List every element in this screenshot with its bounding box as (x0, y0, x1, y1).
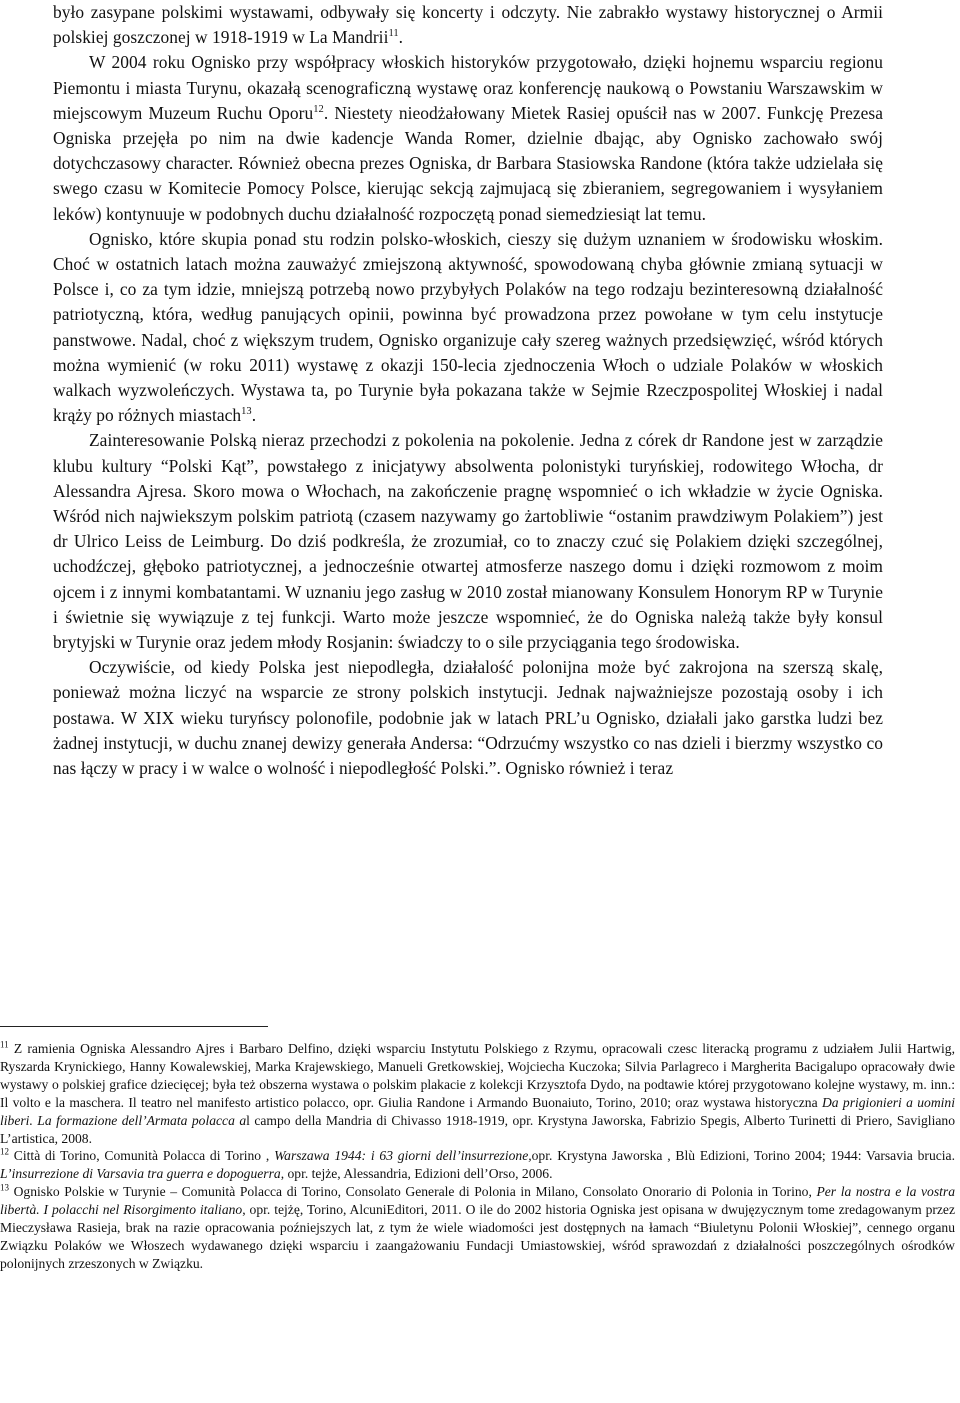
text-run: Z ramienia Ogniska Alessandro Ajres i Barbaro Delfino, dzięki wsparciu Instytutu Polskiego z Rzymu, opracowali czesc literacką programu z udziałem Julii Hartwig, Ryszarda Krynickiego, Hanny Kowalewskiej, Marka Krajewskiego, Manueli Gretkowskiej, Wojciecha Kuczoka; Silvia Parlagreco i Margherita Bacigalupo opracowały dwie wystawy o polskiej grafice dziecięcej; była też obszerna wystawa o polskim plakacie z kolekcji Krzysztofa Dydo, na podtawie której przygotowano kolejne wystawy, m. inn.: Il volto e la maschera. Il teatro nel manifesto artistico polacco, opr. Giulia Randone i Armando Buonaiuto, Torino, 2010; oraz wystawa historyczna (0, 1041, 955, 1110)
footnote-ref: 13 (241, 406, 252, 418)
text-run: opr. Krystyna Jaworska , Blù Edizioni, Torino 2004; 1944: Varsavia brucia. (531, 1148, 955, 1164)
text-run: . (251, 405, 257, 426)
text-run: Città di Torino, Comunità Polacca di Torino , (9, 1148, 275, 1164)
footnote-11 (0, 1040, 955, 1147)
text-run: było zasypane polskimi wystawami, odbywały się koncerty i odczyty. Nie zabrakło wystawy historycznej o Armii polskiej goszczonej w 1918-1919 w La Mandrii (53, 2, 883, 48)
footnote-ref: 12 (313, 104, 324, 116)
italic-text: Da prigionieri a uomini liberi. La formazione dell’Armata polacca a (0, 1094, 956, 1128)
italic-text: Per la nostra e la vostra libertà. I polacchi nel Risorgimento italiano (0, 1184, 955, 1218)
footnote-ref: 11 (388, 28, 399, 40)
footnote-12 (0, 1147, 955, 1183)
footnote-ref: 13 (0, 1182, 9, 1193)
footnote-ref: 11 (0, 1039, 9, 1050)
footnote-13 (0, 1183, 955, 1273)
footnote-ref: 12 (0, 1146, 9, 1157)
italic-text: Warszawa 1944: i 63 giorni dell’insurrezione, (274, 1148, 532, 1164)
text-run: . (398, 27, 404, 48)
text-run: Ognisko Polskie w Turynie – Comunità Polacca di Torino, Consolato Generale di Polonia in Milano, Consolato Onorario di Polonia in Torino, (9, 1184, 817, 1200)
text-run: Zainteresowanie Polską nieraz przechodzi z pokolenia na pokolenie. Jedna z córek dr Randone jest w zarządzie klubu kultury “Polski Kąt”, powstałego z inicjatywy absolwenta polonistyki turyńskiej, rodowitego Włocha, dr Alessandra Ajresa. Skoro mowa o Włochach, na zakończenie pragnę wspomnieć o ich wkładzie w życie Ogniska. Wśród nich najwiekszym polskim patriotą (czasem nazywamy go żartobliwie “ostanim prawdziwym Polakiem”) jest dr Ulrico Leiss de Leimburg. Do dziś podkreśla, że zrozumiał, co to znaczy czuć się Polakiem dzięki szczególnej, uchodźczej, głęboko patriotycznej, a jednocześnie otwartej atmosferze naszego domu i dzięki rozmowom z moim ojcem i z innymi kombatantami. W uznaniu jego zasług w 2010 został mianowany Konsulem Honorym RP w Turynie i świetnie się wywiązuje z tej funkcji. Warto może jeszcze wspomnieć, że do Ogniska należą także były konsul brytyjski w Turynie oraz jedem młody Rosjanin: świadczy to o sile przyciągania tego środowiska. (53, 430, 883, 653)
text-run: Oczywiście, od kiedy Polska jest niepodległa, działalość polonijna może być zakrojona na szerszą skalę, ponieważ można liczyć na wsparcie ze strony polskich instytucji. Jednak najważniejsze pozostają osoby i ich postawa. W XIX wieku turyńscy polonofile, podobnie jak w latach PRL’u Ognisko, działali jako garstka ludzi bez żadnej instytucji, w duchu znanej dewizy generała Andersa: “Odrzućmy wszystko co nas dzieli i bierzmy wszystko co nas łączy w pracy i w walce o wolność i niepodległość Polski.”. Ognisko również i teraz (53, 657, 883, 779)
footnotes (0, 1040, 955, 1273)
text-run: . Niestety nieodżałowany Mietek Rasiej opuścił nas w 2007. Funkcję Prezesa Ogniska przejęła po nim na dwie kadencje Wanda Romer, dzielnie dbając, aby Ognisko zachowało swój dotychczasowy character. Również obecna prezes Ogniska, dr Barbara Stasiowska Randone (która także udzielała się swego czasu w Komitecie Pomocy Polsce, kierując sekcją zajmujacą się zbieraniem, segregowaniem i wysyłaniem leków) kontynuuje w podobnych duchu działalność rozpoczętą ponad siemedziesiąt lat temu. (53, 102, 883, 224)
text-run: W 2004 roku Ognisko przy współpracy włoskich historyków przygotowało, dzięki hojnemu wsparciu regionu Piemontu i miasta Turynu, okazałą scenograficzną wystawę oraz konferencję naukową o Powstaniu Warszawskim w miejscowym Muzeum Ruchu Oporu (53, 52, 883, 123)
text-run: , opr. tejżę, Torino, AlcuniEditori, 2011. O ile do 2002 historia Ogniska jest opisana w dwujęzycznym tome zredagowanym przez Mieczysława Rasieja, brak na razie opracowania poźniejszych lat, z tym że wiele wiadomości jest dostępnych na łamach “Biuletynu Polonii Włoskiej”, cennego organu Związku Polaków we Włoszech wydawanego dzięki wsparciu i zaangażowaniu Fundacji Umiastowskiej, wśród sprawozdań z działalności poszczególnych ośrodków polonijnych zrzeszonych w Związku. (0, 1202, 956, 1271)
footnote-separator (0, 1026, 268, 1027)
text-run: , opr. tejże, Alessandria, Edizioni dell’Orso, 2006. (280, 1166, 553, 1182)
italic-text: L’insurrezione di Varsavia tra guerra e dopoguerra (0, 1166, 281, 1182)
text-run: l campo della Mandria di Chivasso 1918-1919, opr. Krystyna Jaworska, Fabrizio Spegis, Alberto Turinetti di Priero, Savigliano L’artistica, 2008. (0, 1112, 955, 1146)
text-run: Ognisko, które skupia ponad stu rodzin polsko-włoskich, cieszy się dużym uznaniem w środowisku włoskim. Choć w ostatnich latach można zauważyć zmiejszoną aktywność, spowodowaną chyba głównie zmianą sytuacji w Polsce i, co za tym idzie, mniejszą potrzebą nowo przybyłych Polaków na tego rodzaju bezinteresowną działalność patriotyczną, która, według panujących opinii, powinna być prowadzona przez powołane w tym celu instytucje panstwowe. Nadal, choć z większym trudem, Ognisko organizuje cały szereg ważnych przedsięwzięć, wśród których można wymienić (w roku 2011) wystawę z okazji 150-lecia zjednoczenia Włoch o udziale Polaków w włoskich walkach wyzwoleńczych. Wystawa ta, po Turynie była pokazana także w Sejmie Rzeczpospolitej Włoskiej i nadal krąży po różnych miastach (53, 228, 883, 426)
